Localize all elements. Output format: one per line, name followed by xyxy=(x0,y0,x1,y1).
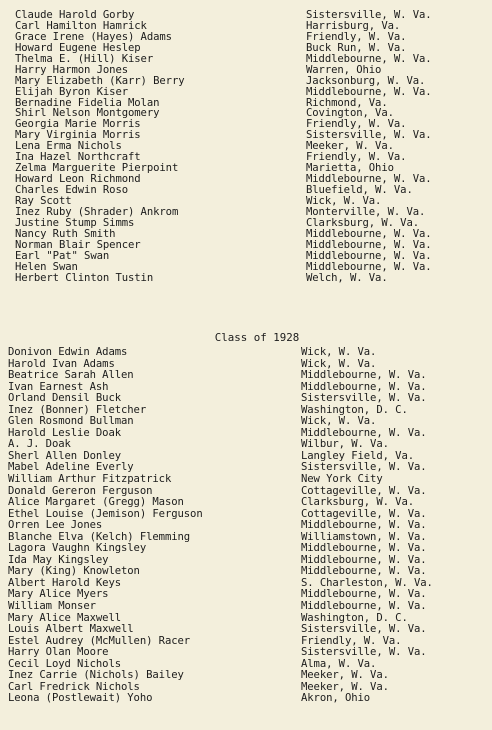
person-name: Bernadine Fidelia Molan xyxy=(15,96,160,109)
person-name: Harry Olan Moore xyxy=(8,646,109,659)
person-name: Louis Albert Maxwell xyxy=(8,623,134,636)
roster-entry xyxy=(0,624,492,636)
person-name: Norman Blair Spencer xyxy=(15,238,141,251)
hometown: Langley Field, Va. xyxy=(301,449,415,462)
person-name: Mary Alice Maxwell xyxy=(8,611,122,624)
roster-entry xyxy=(0,693,492,705)
hometown: Richmond, Va. xyxy=(306,96,388,109)
hometown: Buck Run, W. Va. xyxy=(306,41,407,54)
person-name: Justine Stump Simms xyxy=(15,216,135,229)
roster-entry xyxy=(0,601,492,613)
person-name: Albert Harold Keys xyxy=(8,576,122,589)
hometown: Middlebourne, W. Va. xyxy=(306,52,432,65)
hometown: Middlebourne, W. Va. xyxy=(301,426,427,439)
person-name: Harold Leslie Doak xyxy=(8,426,122,439)
hometown: Middlebourne, W. Va. xyxy=(301,588,427,601)
person-name: Ethel Louise (Jemison) Ferguson xyxy=(8,507,203,520)
person-name: Mary Elizabeth (Karr) Berry xyxy=(15,74,185,87)
person-name: Orren Lee Jones xyxy=(8,519,103,532)
hometown: Middlebourne, W. Va. xyxy=(301,369,427,382)
hometown: Middlebourne, W. Va. xyxy=(306,227,432,240)
hometown: Covington, Va. xyxy=(306,107,394,120)
hometown: Meeker, W. Va. xyxy=(301,680,389,693)
roster-list-1928 xyxy=(0,347,492,705)
person-name: Ray Scott xyxy=(15,194,72,207)
hometown: Middlebourne, W. Va. xyxy=(301,600,427,613)
roster-entry xyxy=(0,240,492,251)
roster-entry xyxy=(0,87,492,98)
person-name: Carl Fredrick Nichols xyxy=(8,680,140,693)
hometown: Middlebourne, W. Va. xyxy=(301,565,427,578)
person-name: Harold Ivan Adams xyxy=(8,357,115,370)
roster-entry xyxy=(0,428,492,440)
person-name: Elijah Byron Kiser xyxy=(15,85,129,98)
hometown: Sistersville, W. Va. xyxy=(306,129,432,142)
person-name: Ida May Kingsley xyxy=(8,553,109,566)
roster-entry xyxy=(0,185,492,196)
person-name: William Arthur Fitzpatrick xyxy=(8,473,172,486)
roster-entry xyxy=(0,76,492,87)
person-name: Ina Hazel Northcraft xyxy=(15,151,141,164)
person-name: A. J. Doak xyxy=(8,438,71,451)
person-name: Mary Alice Myers xyxy=(8,588,109,601)
hometown: Washington, D. C. xyxy=(301,611,408,624)
roster-entry xyxy=(0,497,492,509)
hometown: Monterville, W. Va. xyxy=(306,205,426,218)
roster-entry xyxy=(0,251,492,262)
person-name: Orland Densil Buck xyxy=(8,392,122,405)
roster-entry xyxy=(0,393,492,405)
hometown: Middlebourne, W. Va. xyxy=(306,260,432,273)
person-name: Inez (Bonner) Fletcher xyxy=(8,403,147,416)
hometown: Washington, D. C. xyxy=(301,403,408,416)
person-name: Leona (Postlewait) Yoho xyxy=(8,692,153,705)
hometown: Welch, W. Va. xyxy=(306,271,388,284)
hometown: Middlebourne, W. Va. xyxy=(306,173,432,186)
person-name: William Monser xyxy=(8,600,96,613)
hometown: Sistersville, W. Va. xyxy=(301,461,427,474)
person-name: Zelma Marguerite Pierpoint xyxy=(15,162,179,175)
hometown: Wick, W. Va. xyxy=(306,194,382,207)
hometown: Bluefield, W. Va. xyxy=(306,184,413,196)
hometown: New York City xyxy=(301,473,383,486)
hometown: Alma, W. Va. xyxy=(301,657,377,670)
hometown: Wick, W. Va. xyxy=(301,415,377,428)
hometown: Clarksburg, W. Va. xyxy=(306,216,420,229)
person-name: Sherl Allen Donley xyxy=(8,449,122,462)
person-name: Donald Gereron Ferguson xyxy=(8,484,153,497)
person-name: Glen Rosmond Bullman xyxy=(8,415,134,428)
hometown: Sistersville, W. Va. xyxy=(306,9,432,21)
hometown: Middlebourne, W. Va. xyxy=(306,85,432,98)
person-name: Cecil Loyd Nichols xyxy=(8,657,122,670)
person-name: Lagora Vaughn Kingsley xyxy=(8,542,147,555)
person-name: Thelma E. (Hill) Kiser xyxy=(15,52,154,65)
person-name: Donivon Edwin Adams xyxy=(8,346,128,358)
hometown: Wick, W. Va. xyxy=(301,357,377,370)
roster-entry xyxy=(0,273,492,284)
person-name: Beatrice Sarah Allen xyxy=(8,369,134,382)
hometown: Sistersville, W. Va. xyxy=(301,392,427,405)
hometown: Middlebourne, W. Va. xyxy=(306,238,432,251)
person-name: Howard Eugene Heslep xyxy=(15,41,141,54)
person-name: Inez Ruby (Shrader) Ankrom xyxy=(15,205,179,218)
person-name: Grace Irene (Hayes) Adams xyxy=(15,30,172,43)
person-name: Nancy Ruth Smith xyxy=(15,227,116,240)
hometown: Wick, W. Va. xyxy=(301,346,377,358)
hometown: Wilbur, W. Va. xyxy=(301,438,389,451)
roster-entry xyxy=(0,262,492,273)
hometown: Sistersville, W. Va. xyxy=(301,623,427,636)
roster-list-earlier xyxy=(0,10,492,283)
hometown: Friendly, W. Va. xyxy=(301,634,402,647)
hometown: Jacksonburg, W. Va. xyxy=(306,74,426,87)
person-name: Herbert Clinton Tustin xyxy=(15,271,154,284)
hometown: Middlebourne, W. Va. xyxy=(301,519,427,532)
person-name: Earl "Pat" Swan xyxy=(15,249,110,262)
hometown: Meeker, W. Va. xyxy=(301,669,389,682)
roster-entry xyxy=(0,347,492,359)
hometown: Clarksburg, W. Va. xyxy=(301,496,415,509)
person-name: Lena Erma Nichols xyxy=(15,140,122,153)
class-heading: Class of 1928 xyxy=(214,331,300,344)
hometown: Middlebourne, W. Va. xyxy=(301,553,427,566)
person-name: Charles Edwin Roso xyxy=(15,184,129,196)
hometown: Cottageville, W. Va. xyxy=(301,507,427,520)
hometown: Friendly, W. Va. xyxy=(306,118,407,131)
person-name: Alice Margaret (Gregg) Mason xyxy=(8,496,184,509)
hometown: S. Charleston, W. Va. xyxy=(301,576,433,589)
hometown: Friendly, W. Va. xyxy=(306,30,407,43)
person-name: Mary Virginia Morris xyxy=(15,129,141,142)
roster-entry xyxy=(0,370,492,382)
person-name: Howard Leon Richmond xyxy=(15,173,141,186)
person-name: Ivan Earnest Ash xyxy=(8,380,109,393)
hometown: Cottageville, W. Va. xyxy=(301,484,427,497)
hometown: Marietta, Ohio xyxy=(306,162,394,175)
roster-entry xyxy=(0,474,492,486)
person-name: Shirl Nelson Montgomery xyxy=(15,107,160,120)
hometown: Sistersville, W. Va. xyxy=(301,646,427,659)
hometown: Williamstown, W. Va. xyxy=(301,530,427,543)
person-name: Mary (King) Knowleton xyxy=(8,565,140,578)
hometown: Akron, Ohio xyxy=(301,692,371,705)
person-name: Mabel Adeline Everly xyxy=(8,461,134,474)
hometown: Friendly, W. Va. xyxy=(306,151,407,164)
hometown: Middlebourne, W. Va. xyxy=(306,249,432,262)
roster-entry xyxy=(0,65,492,76)
person-name: Claude Harold Gorby xyxy=(15,9,135,21)
hometown: Middlebourne, W. Va. xyxy=(301,380,427,393)
person-name: Inez Carrie (Nichols) Bailey xyxy=(8,669,184,682)
person-name: Carl Hamilton Hamrick xyxy=(15,19,147,32)
person-name: Estel Audrey (McMullen) Racer xyxy=(8,634,191,647)
person-name: Harry Harmon Jones xyxy=(15,63,129,76)
hometown: Harrisburg, Va. xyxy=(306,19,401,32)
person-name: Georgia Marie Morris xyxy=(15,118,141,131)
person-name: Helen Swan xyxy=(15,260,78,273)
hometown: Warren, Ohio xyxy=(306,63,382,76)
hometown: Meeker, W. Va. xyxy=(306,140,394,153)
person-name: Blanche Elva (Kelch) Flemming xyxy=(8,530,191,543)
hometown: Middlebourne, W. Va. xyxy=(301,542,427,555)
